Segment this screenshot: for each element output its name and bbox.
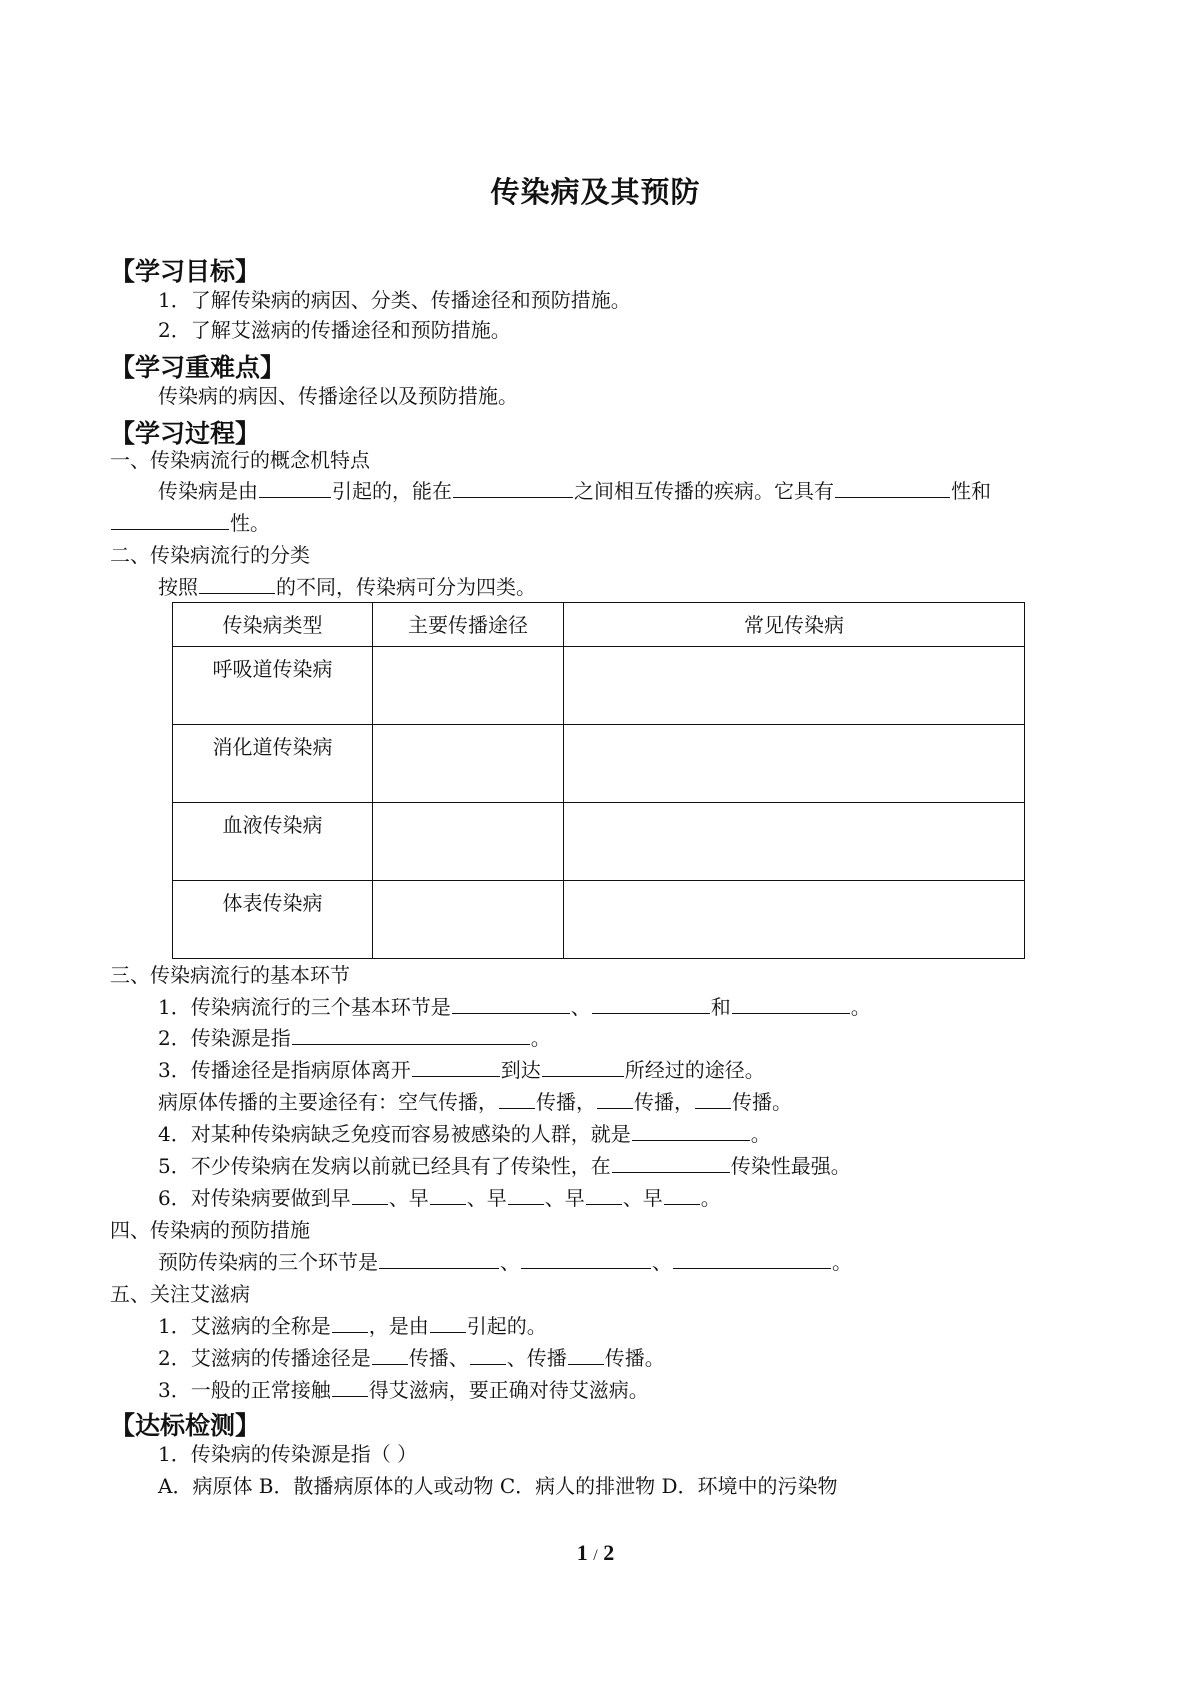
fill-blank[interactable] <box>199 573 275 594</box>
text: 引起的。 <box>466 1314 547 1338</box>
disease-type-table <box>172 602 1025 959</box>
text: 传播、 <box>408 1346 469 1370</box>
table-cell-type: 体表传染病 <box>173 881 373 959</box>
text: 、 <box>570 995 591 1019</box>
text: 3．传播途径是指病原体离开 <box>158 1058 411 1082</box>
text: 5．不少传染病在发病以前就已经具有了传染性，在 <box>158 1154 611 1178</box>
part3-q3 <box>158 1056 765 1084</box>
table-cell-route[interactable] <box>373 803 564 881</box>
fill-blank[interactable] <box>695 1088 731 1109</box>
fill-blank[interactable] <box>430 1184 466 1205</box>
table-cell-route[interactable] <box>373 725 564 803</box>
part4-title: 四、传染病的预防措施 <box>110 1218 310 1242</box>
text: 传播。 <box>732 1090 792 1114</box>
text: 6．对传染病要做到早 <box>158 1186 351 1210</box>
table-cell-examples[interactable] <box>564 647 1025 725</box>
text: 预防传染病的三个环节是 <box>158 1250 378 1274</box>
text: 1．艾滋病的全称是 <box>158 1314 331 1338</box>
process-heading: 【学习过程】 <box>110 419 261 448</box>
table-cell-type: 呼吸道传染病 <box>173 647 373 725</box>
text: 2．传染源是指 <box>158 1026 291 1050</box>
text: 4．对某种传染病缺乏免疫而容易被感染的人群，就是 <box>158 1122 631 1146</box>
text: 引起的，能在 <box>332 479 452 503</box>
part5-q1 <box>158 1312 547 1340</box>
text: 传播， <box>536 1090 596 1114</box>
text: 、传播 <box>506 1346 567 1370</box>
fill-blank[interactable] <box>412 1056 500 1077</box>
fill-blank[interactable] <box>586 1184 622 1205</box>
goal-item: 1．了解传染病的病因、分类、传播途径和预防措施。 <box>158 288 631 312</box>
table-cell-type: 血液传染病 <box>173 803 373 881</box>
page-total: 2 <box>603 1540 615 1565</box>
column-header: 主要传播途径 <box>373 603 564 647</box>
fill-blank[interactable] <box>259 477 331 498</box>
text: 的不同，传染病可分为四类。 <box>276 575 536 599</box>
fill-blank[interactable] <box>332 1312 368 1333</box>
page-separator: / <box>593 1547 598 1564</box>
text: 、 <box>500 1250 520 1274</box>
goals-heading: 【学习目标】 <box>110 257 261 286</box>
text: 。 <box>530 1026 551 1050</box>
test-options: A．病原体 B．散播病原体的人或动物 C．病人的排泄物 D．环境中的污染物 <box>158 1474 838 1498</box>
fill-blank[interactable] <box>470 1344 506 1365</box>
goal-item: 2．了解艾滋病的传播途径和预防措施。 <box>158 318 511 342</box>
fill-blank[interactable] <box>568 1344 604 1365</box>
fill-blank[interactable] <box>542 1056 624 1077</box>
part1-text <box>158 477 991 505</box>
part3-q3-extra <box>158 1088 792 1116</box>
fill-blank[interactable] <box>597 1088 633 1109</box>
part4-text <box>158 1248 852 1276</box>
text: ，是由 <box>368 1314 429 1338</box>
part3-title: 三、传染病流行的基本环节 <box>110 963 350 987</box>
text: 性和 <box>951 479 991 503</box>
text: 传染病是由 <box>158 479 258 503</box>
fill-blank[interactable] <box>508 1184 544 1205</box>
text: 得艾滋病，要正确对待艾滋病。 <box>368 1378 649 1402</box>
fill-blank[interactable] <box>664 1184 700 1205</box>
table-row <box>173 647 1025 725</box>
text: 、早 <box>388 1186 429 1210</box>
text: 、早 <box>544 1186 585 1210</box>
fill-blank[interactable] <box>332 1376 368 1397</box>
text: 。 <box>700 1186 721 1210</box>
part2-title: 二、传染病流行的分类 <box>110 543 310 567</box>
table-row <box>173 725 1025 803</box>
page-number <box>0 1540 1191 1566</box>
part1-title: 一、传染病流行的概念机特点 <box>110 448 370 472</box>
test-heading: 【达标检测】 <box>110 1411 261 1440</box>
fill-blank[interactable] <box>592 993 710 1014</box>
column-header: 常见传染病 <box>564 603 1025 647</box>
table-cell-examples[interactable] <box>564 881 1025 959</box>
text: 2．艾滋病的传播途径是 <box>158 1346 371 1370</box>
key-points-heading: 【学习重难点】 <box>110 353 286 382</box>
part3-q5 <box>158 1152 851 1180</box>
part1-text-cont <box>110 509 270 537</box>
text: 之间相互传播的疾病。它具有 <box>574 479 834 503</box>
fill-blank[interactable] <box>111 509 229 530</box>
part5-title: 五、关注艾滋病 <box>110 1282 250 1306</box>
text: 。 <box>832 1250 852 1274</box>
fill-blank[interactable] <box>732 993 850 1014</box>
fill-blank[interactable] <box>379 1248 499 1269</box>
fill-blank[interactable] <box>521 1248 651 1269</box>
table-cell-examples[interactable] <box>564 803 1025 881</box>
fill-blank[interactable] <box>835 477 950 498</box>
text: 3．一般的正常接触 <box>158 1378 331 1402</box>
part2-text <box>158 573 536 601</box>
table-cell-route[interactable] <box>373 647 564 725</box>
text: 1．传染病流行的三个基本环节是 <box>158 995 451 1019</box>
table-header-row <box>173 603 1025 647</box>
fill-blank[interactable] <box>673 1248 831 1269</box>
page-current: 1 <box>576 1540 588 1565</box>
fill-blank[interactable] <box>372 1344 408 1365</box>
text: 、早 <box>466 1186 507 1210</box>
part3-q6 <box>158 1184 721 1212</box>
table-row <box>173 881 1025 959</box>
column-header: 传染病类型 <box>173 603 373 647</box>
text: 。 <box>750 1122 771 1146</box>
part3-q4 <box>158 1120 771 1148</box>
fill-blank[interactable] <box>632 1120 750 1141</box>
text: 性。 <box>230 511 270 535</box>
part3-q2 <box>158 1024 551 1052</box>
text: 、早 <box>622 1186 663 1210</box>
table-cell-route[interactable] <box>373 881 564 959</box>
text: 和 <box>710 995 731 1019</box>
table-cell-type: 消化道传染病 <box>173 725 373 803</box>
text: 。 <box>850 995 871 1019</box>
fill-blank[interactable] <box>452 993 570 1014</box>
text: 传染性最强。 <box>730 1154 851 1178</box>
text: 传播， <box>634 1090 694 1114</box>
fill-blank[interactable] <box>352 1184 388 1205</box>
text: 传播。 <box>604 1346 665 1370</box>
page-title: 传染病及其预防 <box>490 175 701 209</box>
fill-blank[interactable] <box>612 1152 730 1173</box>
text: 到达 <box>500 1058 541 1082</box>
fill-blank[interactable] <box>499 1088 535 1109</box>
table-row <box>173 803 1025 881</box>
text: 按照 <box>158 575 198 599</box>
fill-blank[interactable] <box>453 477 573 498</box>
fill-blank[interactable] <box>292 1024 530 1045</box>
fill-blank[interactable] <box>430 1312 466 1333</box>
text: 所经过的途径。 <box>624 1058 765 1082</box>
part5-q3 <box>158 1376 649 1404</box>
part3-q1 <box>158 993 871 1021</box>
part5-q2 <box>158 1344 665 1372</box>
text: 病原体传播的主要途径有：空气传播， <box>158 1090 498 1114</box>
text: 、 <box>652 1250 672 1274</box>
test-question: 1．传染病的传染源是指（ ） <box>158 1442 418 1466</box>
table-cell-examples[interactable] <box>564 725 1025 803</box>
key-points-text: 传染病的病因、传播途径以及预防措施。 <box>158 384 518 408</box>
